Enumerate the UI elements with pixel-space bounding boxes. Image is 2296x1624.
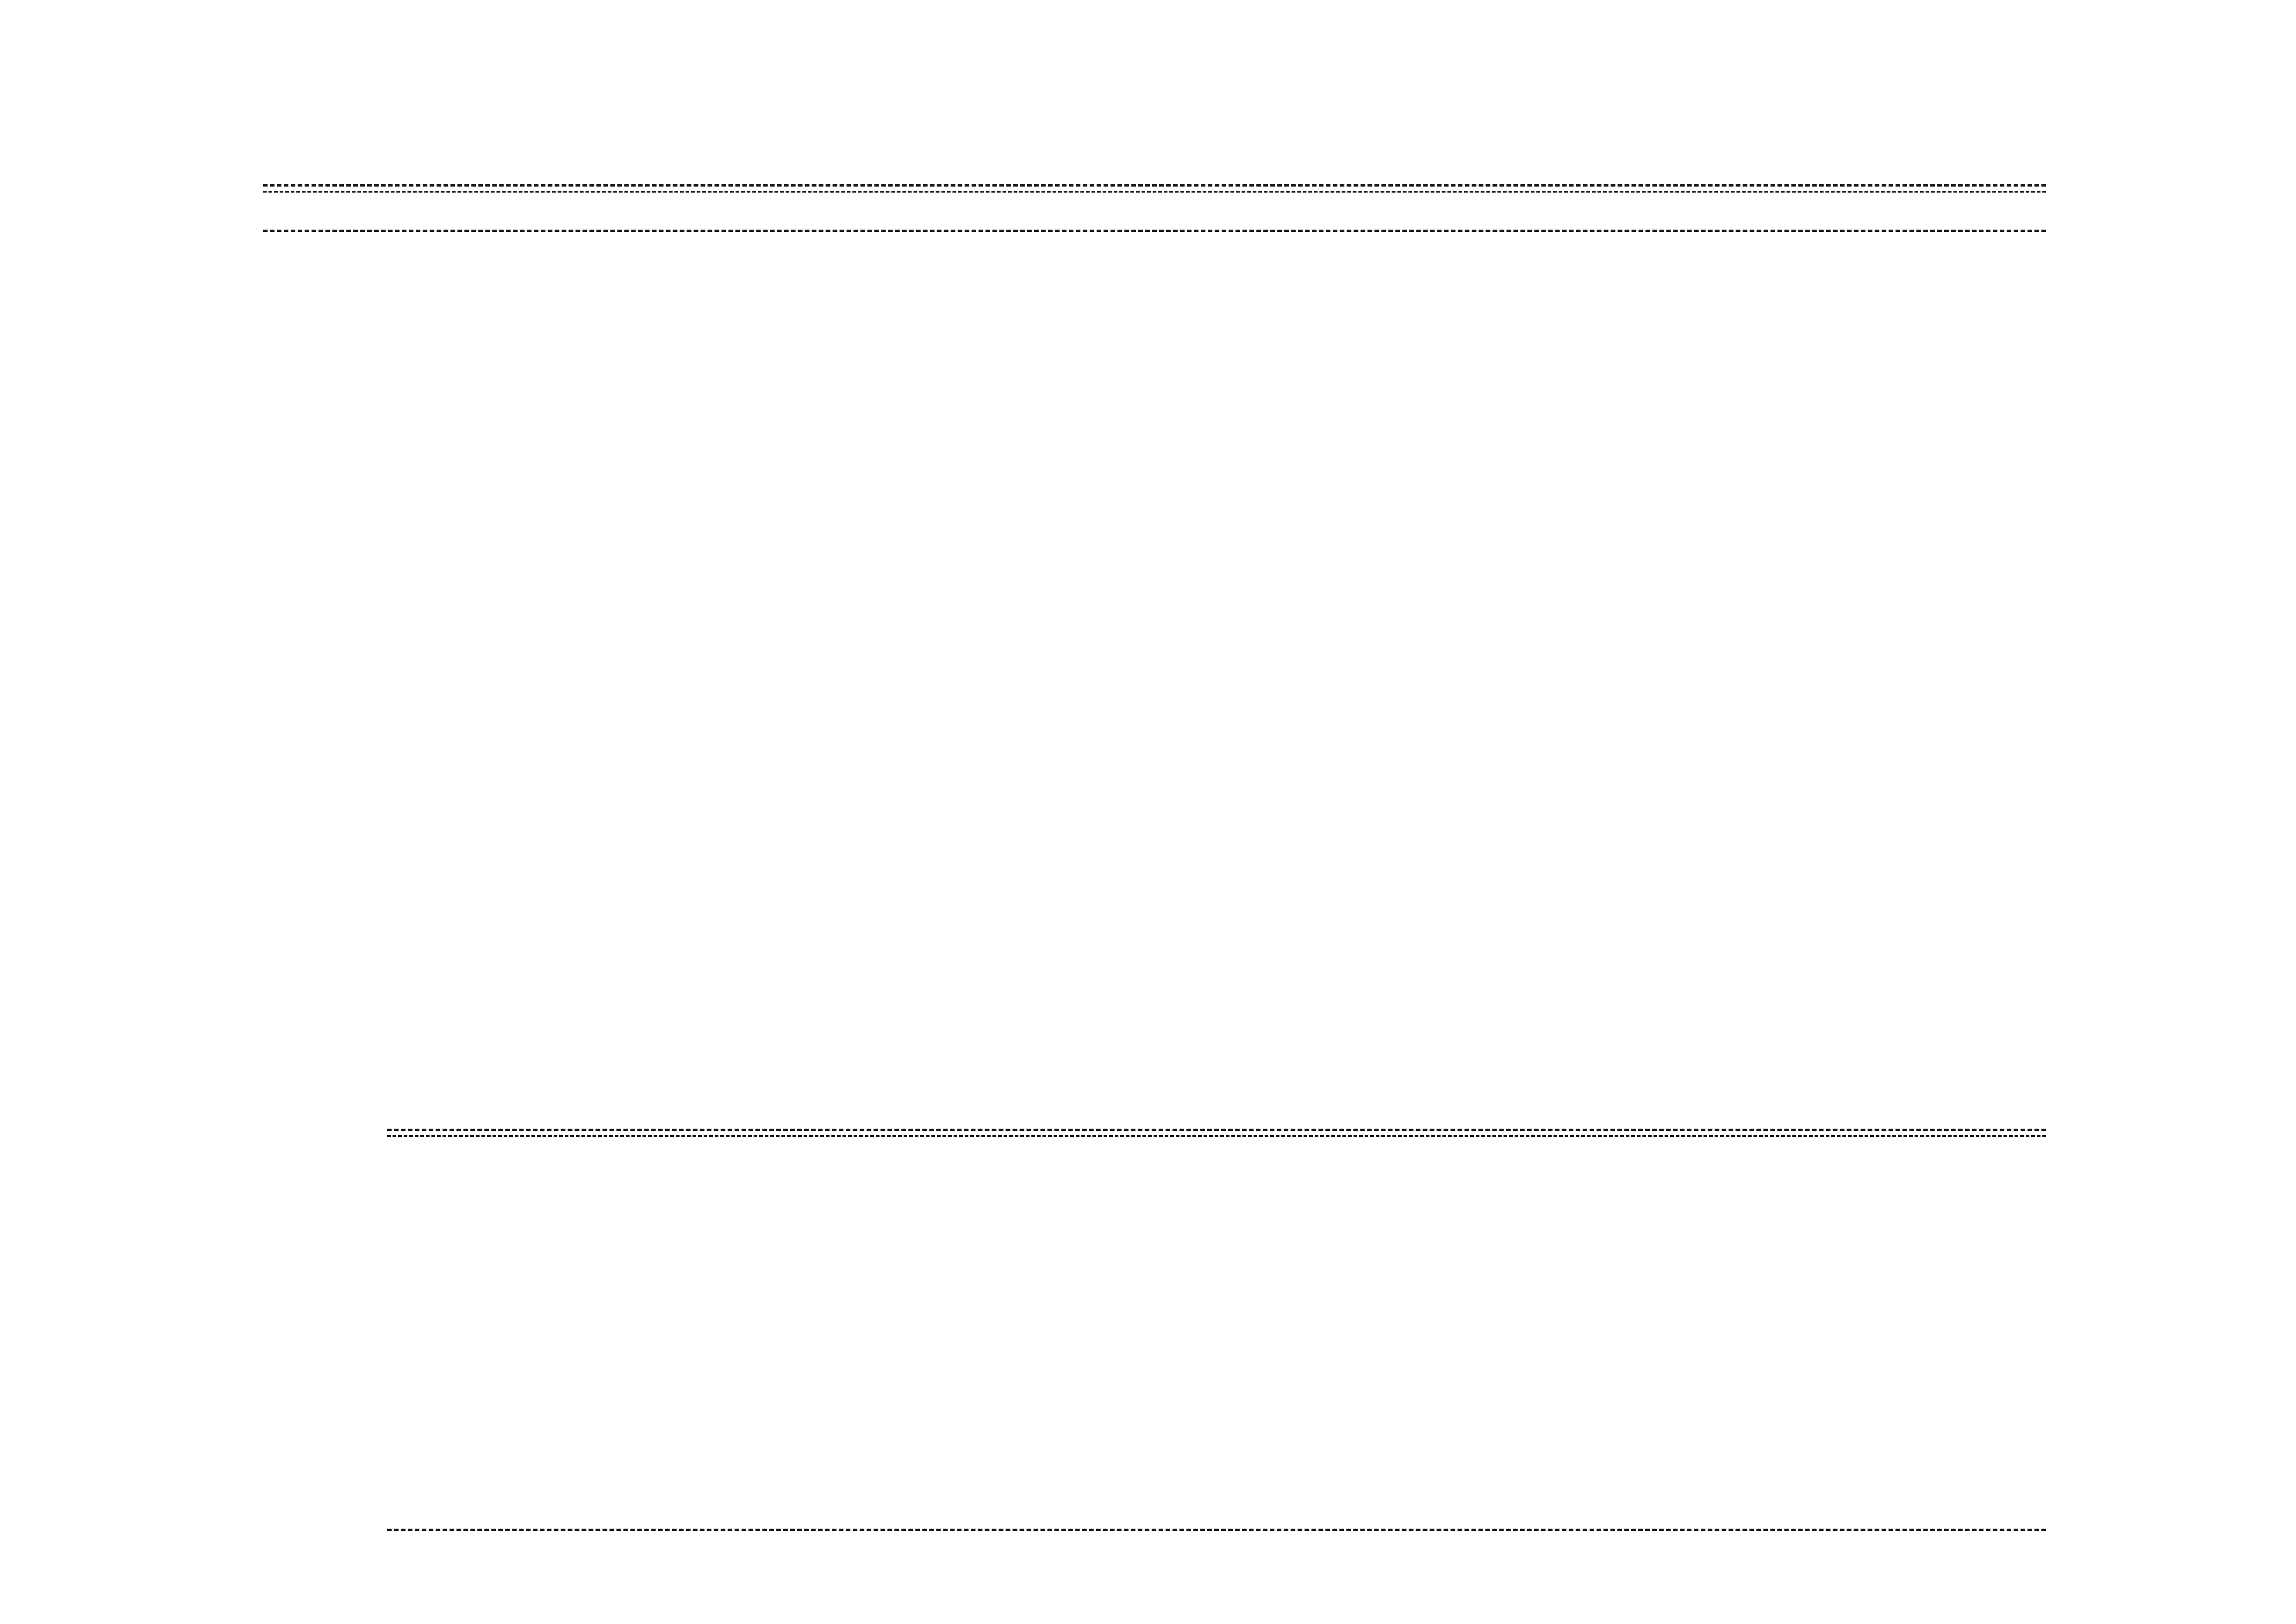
page-bottom-rule (387, 1529, 2046, 1531)
header-bottom-rule (263, 230, 2046, 232)
table-end-rule (387, 1129, 2046, 1131)
table-top-rule (263, 184, 2046, 187)
table-top-rule-inner (263, 191, 2046, 193)
table-end-rule-inner (387, 1135, 2046, 1137)
